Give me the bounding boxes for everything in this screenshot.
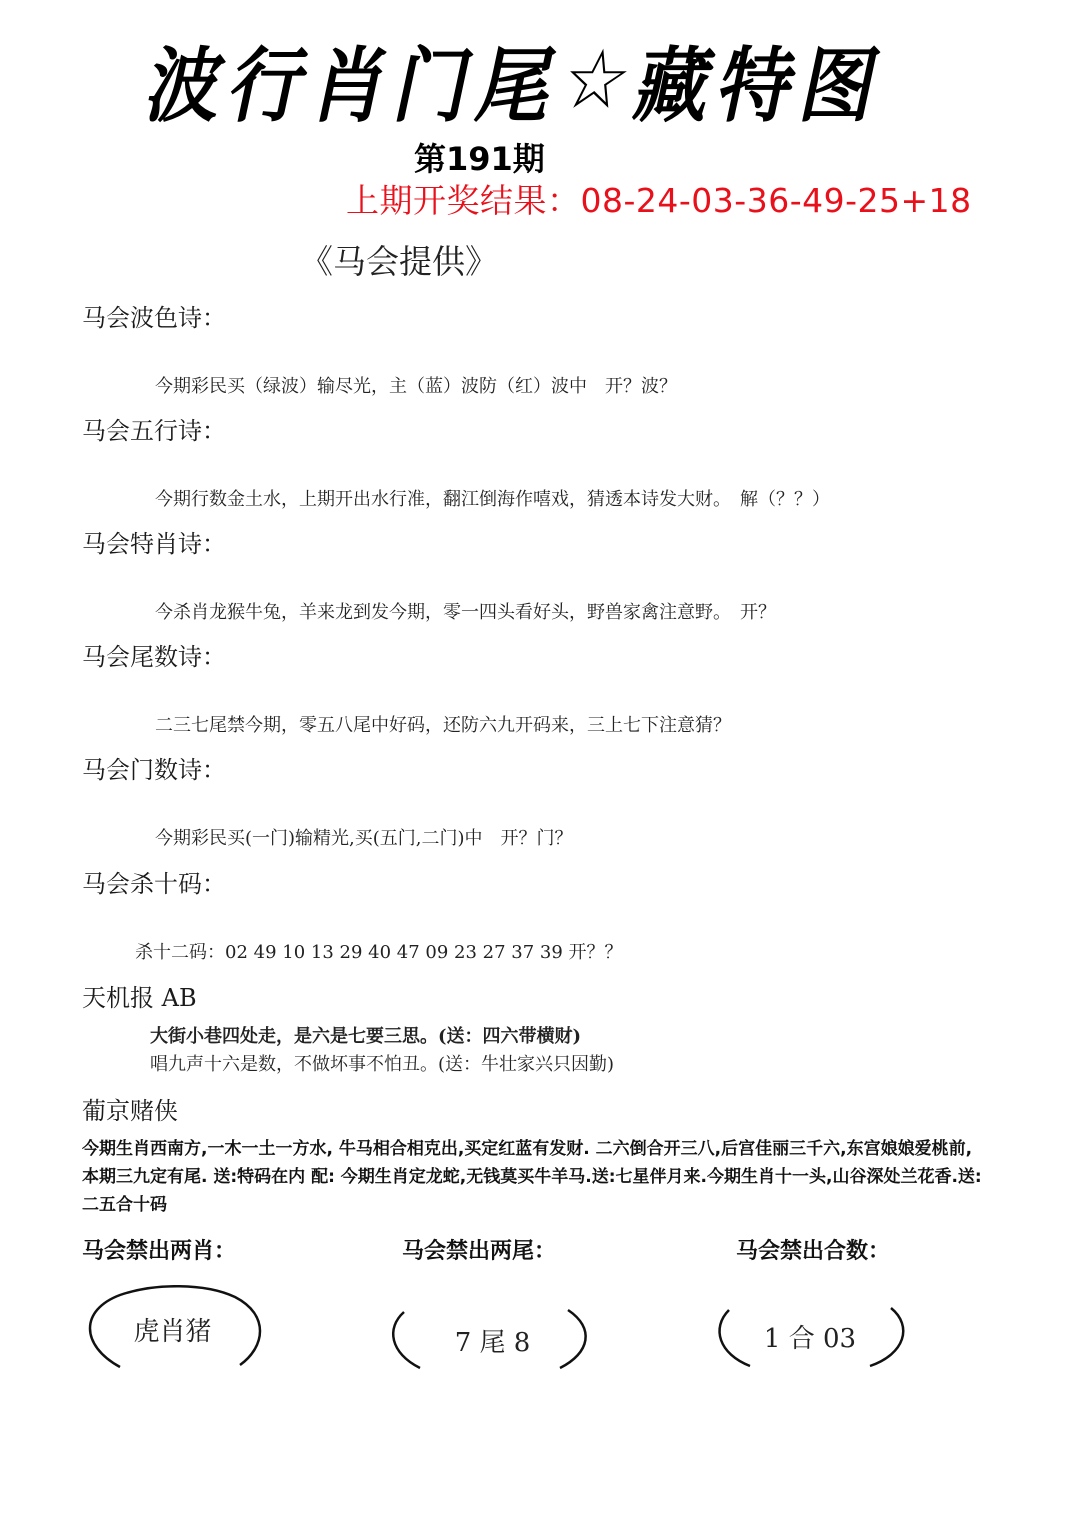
tianji-line-1: 大街小巷四处走，是六是七要三思。(送：四六带横财) bbox=[150, 1026, 582, 1047]
section-title-tianji: 天机报 AB bbox=[82, 984, 197, 1012]
tianji-line-2: 唱九声十六是数，不做坏事不怕丑。(送：牛壮家兴只因勤) bbox=[150, 1054, 615, 1075]
section-title-zodiac: 马会特肖诗： bbox=[82, 530, 226, 558]
forbidden-sum-value: 1 合 03 bbox=[763, 1324, 857, 1354]
forbidden-sum-label: 马会禁出合数： bbox=[736, 1239, 891, 1264]
section-title-gate-number: 马会门数诗： bbox=[82, 756, 226, 784]
last-result bbox=[346, 175, 972, 222]
poem-wave-color: 今期彩民买（绿波）输尽光，主（蓝）波防（红）波中 开？波？ bbox=[155, 376, 677, 397]
forbidden-tail-value: 7 尾 8 bbox=[454, 1328, 531, 1358]
banner-char: 门 bbox=[386, 39, 483, 134]
banner-char: 尾 bbox=[469, 39, 566, 134]
section-title-kill-ten: 马会杀十码： bbox=[82, 870, 226, 898]
section-title-pujing: 葡京赌侠 bbox=[82, 1097, 178, 1125]
poem-zodiac: 今杀肖龙猴牛兔，羊来龙到发今期，零一四头看好头，野兽家禽注意野。 开？ bbox=[155, 602, 776, 623]
banner-char: 波 bbox=[138, 39, 235, 134]
poem-tail-number: 二三七尾禁今期，零五八尾中好码，还防六九开码来，三上七下注意猜？ bbox=[155, 715, 731, 736]
banner-char: 行 bbox=[221, 39, 318, 134]
section-title-tail-number: 马会尾数诗： bbox=[82, 643, 226, 671]
poem-gate-number: 今期彩民买(一门)输精光,买(五门,二门)中 开？门？ bbox=[155, 828, 573, 849]
provider-label: 《马会提供》 bbox=[300, 242, 498, 281]
last-result-label: 上期开奖结果： bbox=[346, 181, 581, 220]
forbidden-zodiac-label: 马会禁出两肖： bbox=[82, 1239, 237, 1264]
poem-five-elements: 今期行数金土水，上期开出水行准，翻江倒海作嘻戏，猜透本诗发大财。 解（？？） bbox=[155, 489, 830, 510]
forbidden-tail-label: 马会禁出两尾： bbox=[402, 1239, 557, 1264]
section-title-wave-color: 马会波色诗： bbox=[82, 304, 226, 332]
issue-number: 第191期 bbox=[414, 140, 545, 178]
banner-char: 特 bbox=[709, 39, 806, 134]
kill-twelve-numbers: 杀十二码：02 49 10 13 29 40 47 09 23 27 37 39 开？？ bbox=[135, 942, 623, 963]
banner-title bbox=[138, 30, 890, 134]
section-title-five-elements: 马会五行诗： bbox=[82, 417, 226, 445]
banner-char: 藏 bbox=[627, 39, 724, 134]
last-result-numbers: 08-24-03-36-49-25+18 bbox=[580, 181, 972, 220]
pujing-paragraph: 今期生肖西南方,一木一土一方水, 牛马相合相克出,买定红蓝有发财. 二六倒合开三八,后宫佳丽三千六,东宫娘娘爱桃前,本期三九定有尾. 送:特码在内 配: 今期生肖定龙蛇,无钱莫买牛羊马.送:七星伴月来.今期生肖十一头,山谷深处兰花香.送:二五合十码 bbox=[82, 1139, 982, 1215]
banner-char: 肖 bbox=[303, 39, 401, 134]
forbidden-tail-oval bbox=[390, 1308, 595, 1370]
star-icon: ☆ bbox=[553, 32, 642, 128]
forbidden-zodiac-value: 虎肖猪 bbox=[133, 1317, 212, 1347]
forbidden-sum-oval bbox=[715, 1306, 905, 1368]
forbidden-zodiac-oval bbox=[80, 1285, 265, 1370]
banner-char: 图 bbox=[792, 39, 889, 134]
